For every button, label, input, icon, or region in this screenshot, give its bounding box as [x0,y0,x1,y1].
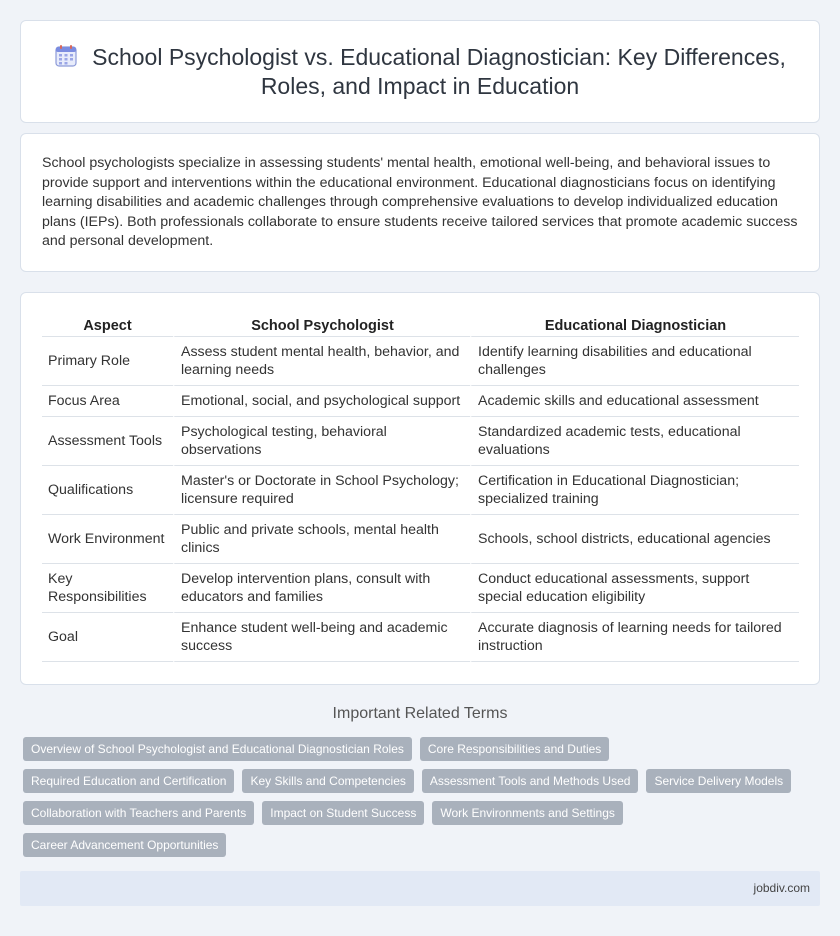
related-term-tag[interactable]: Career Advancement Opportunities [23,833,226,857]
cell-educational-diagnostician: Certification in Educational Diagnostician; specialized training [470,466,799,515]
title-card [20,20,820,123]
related-term-tag[interactable]: Assessment Tools and Methods Used [422,769,639,793]
calendar-icon [54,44,78,68]
footer-bar [20,871,820,906]
cell-school-psychologist: Emotional, social, and psychological support [173,386,470,417]
related-terms-title: Important Related Terms [332,705,508,722]
cell-educational-diagnostician: Conduct educational assessments, support special education eligibility [470,564,799,613]
cell-aspect: Qualifications [42,466,173,515]
table-row [42,337,799,386]
table-row [42,613,799,662]
cell-school-psychologist: Develop intervention plans, consult with educators and families [173,564,470,613]
cell-aspect: Primary Role [42,337,173,386]
header-school-psychologist: School Psychologist [173,315,470,337]
table-row [42,386,799,417]
related-term-tag[interactable]: Work Environments and Settings [432,801,623,825]
related-terms-list [23,737,813,857]
table-row [42,417,799,466]
cell-educational-diagnostician: Schools, school districts, educational agencies [470,515,799,564]
related-term-tag[interactable]: Collaboration with Teachers and Parents [23,801,254,825]
cell-aspect: Work Environment [42,515,173,564]
header-aspect: Aspect [42,315,173,337]
cell-aspect: Focus Area [42,386,173,417]
cell-school-psychologist: Psychological testing, behavioral observations [173,417,470,466]
related-term-tag[interactable]: Core Responsibilities and Duties [420,737,609,761]
related-term-tag[interactable]: Key Skills and Competencies [242,769,413,793]
intro-paragraph: School psychologists specialize in assessing students' mental health, emotional well-being, and behavioral issues to provide support and interventions within the educational environment. Educational diagnosticians focus on identifying learning disabilities and academic challenges through comprehensive evaluations to develop individualized education plans (IEPs). Both professionals collaborate to ensure students receive tailored services that promote academic success and personal development. [42,155,798,250]
header-educational-diagnostician: Educational Diagnostician [470,315,799,337]
footer-site-link[interactable]: jobdiv.com [753,881,810,895]
cell-aspect: Goal [42,613,173,662]
cell-educational-diagnostician: Identify learning disabilities and educational challenges [470,337,799,386]
cell-aspect: Key Responsibilities [42,564,173,613]
page-title-wrap [21,43,819,101]
page-title: School Psychologist vs. Educational Diagnostician: Key Differences, Roles, and Impact in Education [92,44,786,99]
cell-educational-diagnostician: Standardized academic tests, educational evaluations [470,417,799,466]
related-term-tag[interactable]: Required Education and Certification [23,769,234,793]
table-header-row [42,315,799,337]
cell-educational-diagnostician: Accurate diagnosis of learning needs for tailored instruction [470,613,799,662]
related-term-tag[interactable]: Impact on Student Success [262,801,424,825]
cell-school-psychologist: Master's or Doctorate in School Psychology; licensure required [173,466,470,515]
table-row [42,466,799,515]
comparison-table [42,315,799,662]
cell-aspect: Assessment Tools [42,417,173,466]
table-row [42,515,799,564]
intro-card [20,133,820,272]
cell-school-psychologist: Enhance student well-being and academic success [173,613,470,662]
related-term-tag[interactable]: Service Delivery Models [646,769,791,793]
cell-school-psychologist: Assess student mental health, behavior, and learning needs [173,337,470,386]
cell-school-psychologist: Public and private schools, mental health clinics [173,515,470,564]
cell-educational-diagnostician: Academic skills and educational assessment [470,386,799,417]
comparison-card [20,292,820,685]
related-term-tag[interactable]: Overview of School Psychologist and Educational Diagnostician Roles [23,737,412,761]
table-row [42,564,799,613]
